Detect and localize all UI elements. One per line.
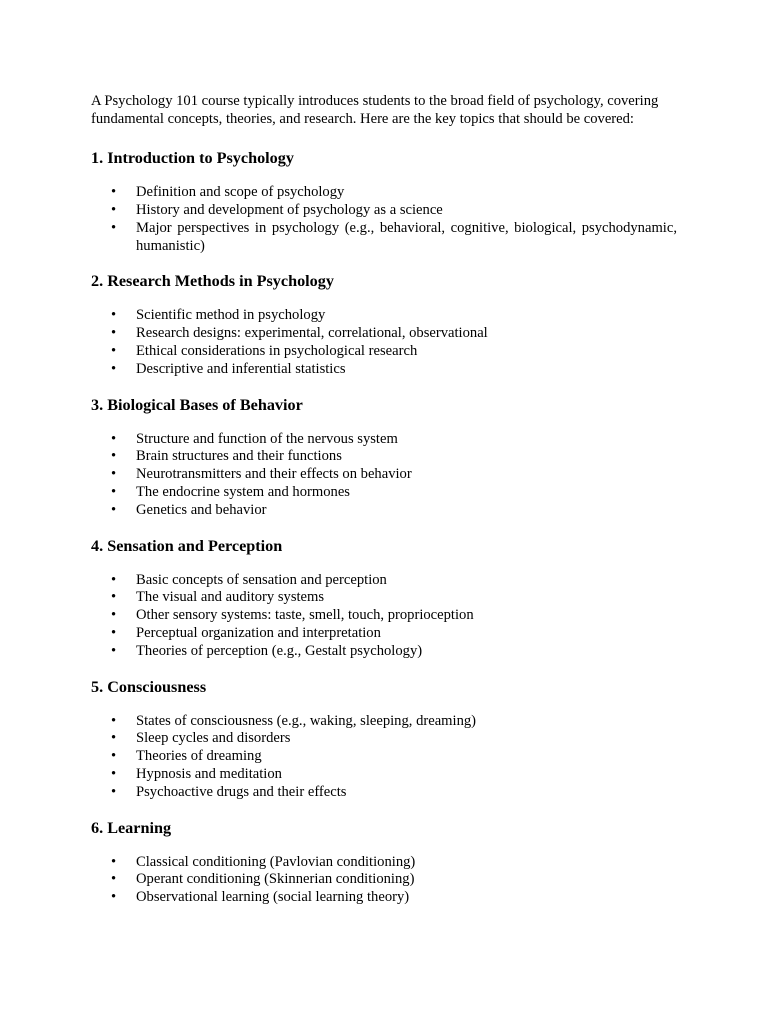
- list-item-text: Operant conditioning (Skinnerian conditioning): [136, 871, 415, 888]
- list-item: [91, 184, 677, 202]
- bullet-icon: •: [111, 342, 117, 359]
- list-item: [91, 484, 677, 502]
- list-item: [91, 713, 677, 731]
- list-item-text: Major perspectives in psychology (e.g., behavioral, cognitive, biological, psychodynamic, humanistic): [136, 219, 677, 254]
- section-heading: 4. Sensation and Perception: [91, 536, 283, 555]
- list-item-text: The endocrine system and hormones: [136, 483, 350, 500]
- bullet-icon: •: [111, 642, 117, 659]
- list-item: [91, 431, 677, 449]
- list-item: [91, 871, 677, 889]
- bullet-icon: •: [111, 765, 117, 782]
- list-item-text: The visual and auditory systems: [136, 589, 325, 606]
- list-item-text: Research designs: experimental, correlational, observational: [136, 325, 488, 342]
- list-item-text: Theories of dreaming: [136, 748, 262, 765]
- bullet-icon: •: [111, 501, 117, 518]
- list-item-text: Basic concepts of sensation and perception: [136, 571, 387, 588]
- list-item: [91, 325, 677, 343]
- list-item: [91, 889, 677, 907]
- topic-list: [91, 854, 677, 907]
- list-item: [91, 220, 677, 256]
- section-heading: 2. Research Methods in Psychology: [91, 272, 334, 291]
- section-heading: 6. Learning: [91, 818, 172, 837]
- bullet-icon: •: [111, 889, 117, 906]
- section-heading: 3. Biological Bases of Behavior: [91, 395, 303, 414]
- bullet-icon: •: [111, 607, 117, 624]
- list-item: [91, 466, 677, 484]
- bullet-icon: •: [111, 730, 117, 747]
- bullet-icon: •: [111, 307, 117, 324]
- list-item: [91, 854, 677, 872]
- list-item: [91, 625, 677, 643]
- list-item: [91, 307, 677, 325]
- bullet-icon: •: [111, 201, 117, 218]
- bullet-icon: •: [111, 483, 117, 500]
- bullet-icon: •: [111, 448, 117, 465]
- bullet-icon: •: [111, 571, 117, 588]
- list-item: [91, 502, 677, 520]
- list-item: [91, 607, 677, 625]
- list-item-text: Psychoactive drugs and their effects: [136, 783, 347, 800]
- bullet-icon: •: [111, 853, 117, 870]
- bullet-icon: •: [111, 430, 117, 447]
- list-item-text: Perceptual organization and interpretation: [136, 624, 381, 641]
- bullet-icon: •: [111, 219, 117, 236]
- list-item-text: Ethical considerations in psychological research: [136, 342, 418, 359]
- list-item-text: Genetics and behavior: [136, 501, 267, 518]
- list-item-text: Structure and function of the nervous system: [136, 430, 398, 447]
- list-item-text: Theories of perception (e.g., Gestalt psychology): [136, 642, 423, 659]
- topic-list: [91, 713, 677, 802]
- list-item: [91, 343, 677, 361]
- list-item: [91, 448, 677, 466]
- list-item: [91, 748, 677, 766]
- list-item-text: Definition and scope of psychology: [136, 184, 345, 201]
- list-item: [91, 572, 677, 590]
- list-item: [91, 730, 677, 748]
- bullet-icon: •: [111, 624, 117, 641]
- topic-list: [91, 184, 677, 255]
- list-item-text: Classical conditioning (Pavlovian conditioning): [136, 853, 416, 870]
- bullet-icon: •: [111, 360, 117, 377]
- bullet-icon: •: [111, 589, 117, 606]
- list-item: [91, 766, 677, 784]
- list-item-text: Brain structures and their functions: [136, 448, 342, 465]
- section-heading: 1. Introduction to Psychology: [91, 149, 294, 168]
- document-page: [91, 93, 677, 923]
- list-item-text: Hypnosis and meditation: [136, 765, 282, 782]
- intro-paragraph: A Psychology 101 course typically introduces students to the broad field of psychology, covering fundamental concepts, theories, and research. Here are the key topics that should be covered:: [91, 93, 659, 127]
- bullet-icon: •: [111, 783, 117, 800]
- list-item-text: Sleep cycles and disorders: [136, 730, 291, 747]
- list-item: [91, 643, 677, 661]
- list-item-text: History and development of psychology as a science: [136, 201, 443, 218]
- bullet-icon: •: [111, 748, 117, 765]
- bullet-icon: •: [111, 871, 117, 888]
- list-item-text: Descriptive and inferential statistics: [136, 360, 346, 377]
- bullet-icon: •: [111, 184, 117, 201]
- bullet-icon: •: [111, 466, 117, 483]
- list-item-text: States of consciousness (e.g., waking, sleeping, dreaming): [136, 712, 477, 729]
- list-item: [91, 589, 677, 607]
- list-item: [91, 202, 677, 220]
- sections-container: [91, 148, 677, 907]
- topic-list: [91, 431, 677, 520]
- topic-list: [91, 572, 677, 661]
- list-item-text: Other sensory systems: taste, smell, touch, proprioception: [136, 607, 474, 624]
- section-heading: 5. Consciousness: [91, 677, 207, 696]
- list-item-text: Scientific method in psychology: [136, 307, 326, 324]
- list-item: [91, 784, 677, 802]
- list-item-text: Neurotransmitters and their effects on behavior: [136, 466, 412, 483]
- topic-list: [91, 307, 677, 378]
- bullet-icon: •: [111, 712, 117, 729]
- list-item-text: Observational learning (social learning theory): [136, 889, 410, 906]
- bullet-icon: •: [111, 325, 117, 342]
- list-item: [91, 361, 677, 379]
